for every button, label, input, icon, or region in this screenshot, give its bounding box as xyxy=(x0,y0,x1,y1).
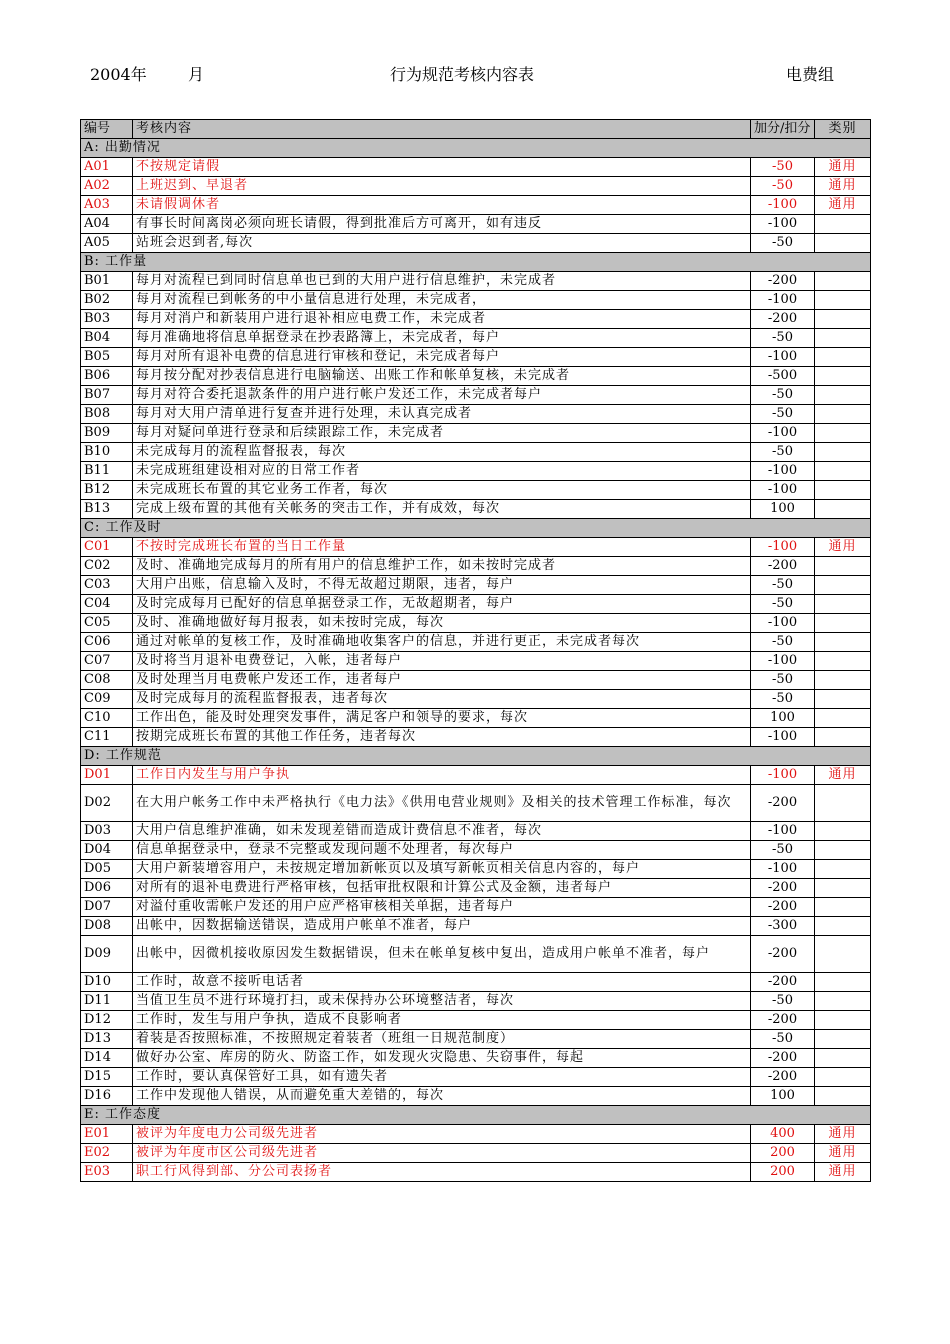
table-row xyxy=(81,973,871,992)
table-row xyxy=(81,234,871,253)
row-score: -50 xyxy=(751,633,815,652)
row-content: 通过对帐单的复核工作，及时准确地收集客户的信息，并进行更正，未完成者每次 xyxy=(133,633,751,652)
row-score: -200 xyxy=(751,272,815,291)
row-content: 按期完成班长布置的其他工作任务，违者每次 xyxy=(133,728,751,747)
row-category xyxy=(815,860,871,879)
table-row xyxy=(81,595,871,614)
row-category: 通用 xyxy=(815,766,871,785)
row-id: D02 xyxy=(81,785,133,822)
row-score: -50 xyxy=(751,386,815,405)
table-row xyxy=(81,785,871,822)
row-category xyxy=(815,462,871,481)
row-id: E01 xyxy=(81,1125,133,1144)
section-row xyxy=(81,1106,871,1125)
row-id: C04 xyxy=(81,595,133,614)
row-score: -200 xyxy=(751,557,815,576)
row-id: B09 xyxy=(81,424,133,443)
row-score: -100 xyxy=(751,822,815,841)
row-id: B04 xyxy=(81,329,133,348)
table-row xyxy=(81,1125,871,1144)
row-content: 上班迟到、早退者 xyxy=(133,177,751,196)
row-content: 站班会迟到者,每次 xyxy=(133,234,751,253)
row-category xyxy=(815,898,871,917)
table-row xyxy=(81,879,871,898)
row-category xyxy=(815,633,871,652)
row-id: C11 xyxy=(81,728,133,747)
table-row xyxy=(81,348,871,367)
row-score: -100 xyxy=(751,481,815,500)
row-id: A04 xyxy=(81,215,133,234)
row-score: -200 xyxy=(751,310,815,329)
table-row xyxy=(81,728,871,747)
table-row xyxy=(81,690,871,709)
row-id: B13 xyxy=(81,500,133,519)
row-score: -100 xyxy=(751,860,815,879)
row-category xyxy=(815,917,871,936)
row-category xyxy=(815,1030,871,1049)
row-id: B12 xyxy=(81,481,133,500)
row-score: -50 xyxy=(751,234,815,253)
row-content: 每月对所有退补电费的信息进行审核和登记，未完成者每户 xyxy=(133,348,751,367)
table-row xyxy=(81,671,871,690)
table-row xyxy=(81,386,871,405)
row-id: C10 xyxy=(81,709,133,728)
row-content: 及时处理当月电费帐户发还工作，违者每户 xyxy=(133,671,751,690)
table-row xyxy=(81,766,871,785)
row-category: 通用 xyxy=(815,1125,871,1144)
row-score: -50 xyxy=(751,329,815,348)
row-category xyxy=(815,992,871,1011)
table-row xyxy=(81,481,871,500)
row-content: 工作出色，能及时处理突发事件，满足客户和领导的要求，每次 xyxy=(133,709,751,728)
row-category xyxy=(815,1011,871,1030)
row-content: 未完成每月的流程监督报表，每次 xyxy=(133,443,751,462)
table-row xyxy=(81,538,871,557)
row-content: 职工行风得到部、分公司表扬者 xyxy=(133,1163,751,1182)
table-header-row xyxy=(81,120,871,139)
row-content: 未完成班长布置的其它业务工作者，每次 xyxy=(133,481,751,500)
table-row xyxy=(81,1011,871,1030)
row-content: 每月对符合委托退款条件的用户进行帐户发还工作，未完成者每户 xyxy=(133,386,751,405)
row-score: -300 xyxy=(751,917,815,936)
table-row xyxy=(81,462,871,481)
row-id: B03 xyxy=(81,310,133,329)
row-id: A05 xyxy=(81,234,133,253)
row-content: 在大用户帐务工作中未严格执行《电力法》《供用电营业规则》及相关的技术管理工作标准，每次 xyxy=(133,785,751,822)
row-category xyxy=(815,728,871,747)
row-id: B07 xyxy=(81,386,133,405)
table-row xyxy=(81,310,871,329)
row-content: 对溢付重收需帐户发还的用户应严格审核相关单据，违者每户 xyxy=(133,898,751,917)
row-content: 信息单据登录中，登录不完整或发现问题不处理者，每次每户 xyxy=(133,841,751,860)
row-id: B01 xyxy=(81,272,133,291)
row-score: 200 xyxy=(751,1144,815,1163)
header-group: 电费组 xyxy=(786,65,835,84)
row-content: 及时、准确地完成每月的所有用户的信息维护工作，如未按时完成者 xyxy=(133,557,751,576)
table-row xyxy=(81,1087,871,1106)
row-content: 每月对流程已到帐务的中小量信息进行处理，未完成者， xyxy=(133,291,751,310)
table-row xyxy=(81,557,871,576)
row-id: C09 xyxy=(81,690,133,709)
row-content: 及时、准确地做好每月报表，如未按时完成，每次 xyxy=(133,614,751,633)
row-category xyxy=(815,576,871,595)
row-category xyxy=(815,1049,871,1068)
table-row xyxy=(81,860,871,879)
row-score: -100 xyxy=(751,348,815,367)
row-id: C08 xyxy=(81,671,133,690)
row-id: D09 xyxy=(81,936,133,973)
row-content: 对所有的退补电费进行严格审核，包括审批权限和计算公式及金额，违者每户 xyxy=(133,879,751,898)
page-title: 行为规范考核内容表 xyxy=(390,65,535,84)
row-category xyxy=(815,215,871,234)
row-content: 每月对消户和新装用户进行退补相应电费工作，未完成者 xyxy=(133,310,751,329)
row-score: -50 xyxy=(751,671,815,690)
row-id: D14 xyxy=(81,1049,133,1068)
row-category: 通用 xyxy=(815,158,871,177)
row-score: -200 xyxy=(751,1068,815,1087)
row-content: 未完成班组建设相对应的日常工作者 xyxy=(133,462,751,481)
row-id: D15 xyxy=(81,1068,133,1087)
row-category xyxy=(815,785,871,822)
row-id: D05 xyxy=(81,860,133,879)
row-category xyxy=(815,329,871,348)
row-content: 完成上级布置的其他有关帐务的突击工作，并有成效，每次 xyxy=(133,500,751,519)
row-id: A02 xyxy=(81,177,133,196)
row-content: 每月按分配对抄表信息进行电脑输送、出账工作和帐单复核，未完成者 xyxy=(133,367,751,386)
row-score: -50 xyxy=(751,595,815,614)
row-id: E03 xyxy=(81,1163,133,1182)
table-row xyxy=(81,652,871,671)
row-score: -50 xyxy=(751,576,815,595)
row-score: -50 xyxy=(751,443,815,462)
row-category xyxy=(815,671,871,690)
row-category xyxy=(815,595,871,614)
row-score: -200 xyxy=(751,936,815,973)
column-header-id: 编号 xyxy=(81,120,133,139)
row-id: B06 xyxy=(81,367,133,386)
row-content: 大用户新装增容用户，未按规定增加新帐页以及填写新帐页相关信息内容的，每户 xyxy=(133,860,751,879)
row-score: -100 xyxy=(751,728,815,747)
row-category xyxy=(815,386,871,405)
row-content: 大用户信息维护准确，如未发现差错而造成计费信息不准者，每次 xyxy=(133,822,751,841)
table-row xyxy=(81,992,871,1011)
row-content: 每月对大用户清单进行复查并进行处理，未认真完成者 xyxy=(133,405,751,424)
table-row xyxy=(81,500,871,519)
table-row xyxy=(81,424,871,443)
table-row xyxy=(81,633,871,652)
row-id: D01 xyxy=(81,766,133,785)
section-row xyxy=(81,139,871,158)
column-header-score: 加分/扣分 xyxy=(751,120,815,139)
row-score: 100 xyxy=(751,709,815,728)
row-score: -100 xyxy=(751,652,815,671)
row-content: 未请假调休者 xyxy=(133,196,751,215)
row-content: 及时完成每月的流程监督报表，违者每次 xyxy=(133,690,751,709)
table-row xyxy=(81,291,871,310)
row-id: D07 xyxy=(81,898,133,917)
row-score: -100 xyxy=(751,538,815,557)
row-score: -200 xyxy=(751,1011,815,1030)
row-content: 工作时，故意不接听电话者 xyxy=(133,973,751,992)
row-content: 及时将当月退补电费登记，入帐，违者每户 xyxy=(133,652,751,671)
row-score: -50 xyxy=(751,405,815,424)
row-category: 通用 xyxy=(815,177,871,196)
table-row xyxy=(81,177,871,196)
table-body xyxy=(81,139,871,1182)
table-row xyxy=(81,1049,871,1068)
row-id: C05 xyxy=(81,614,133,633)
table-row xyxy=(81,158,871,177)
row-score: -50 xyxy=(751,992,815,1011)
row-content: 每月准确地将信息单据登录在抄表路簿上，未完成者，每户 xyxy=(133,329,751,348)
row-score: -100 xyxy=(751,424,815,443)
table-row xyxy=(81,272,871,291)
table-row xyxy=(81,841,871,860)
table-row xyxy=(81,329,871,348)
row-score: -200 xyxy=(751,785,815,822)
row-content: 出帐中，因数据输送错误，造成用户帐单不准者，每户 xyxy=(133,917,751,936)
section-row xyxy=(81,519,871,538)
section-row xyxy=(81,747,871,766)
table-row xyxy=(81,443,871,462)
row-content: 工作日内发生与用户争执 xyxy=(133,766,751,785)
row-category xyxy=(815,1068,871,1087)
row-category xyxy=(815,1087,871,1106)
row-id: E02 xyxy=(81,1144,133,1163)
row-content: 被评为年度市区公司级先进者 xyxy=(133,1144,751,1163)
table-row xyxy=(81,1068,871,1087)
row-category xyxy=(815,234,871,253)
row-score: -50 xyxy=(751,690,815,709)
row-id: D08 xyxy=(81,917,133,936)
row-category xyxy=(815,500,871,519)
section-title: D: 工作规范 xyxy=(81,747,871,766)
table-row xyxy=(81,405,871,424)
table-row xyxy=(81,1030,871,1049)
row-id: C07 xyxy=(81,652,133,671)
row-content: 工作时，要认真保管好工具，如有遗失者 xyxy=(133,1068,751,1087)
row-content: 工作中发现他人错误，从而避免重大差错的，每次 xyxy=(133,1087,751,1106)
column-header-category: 类别 xyxy=(815,120,871,139)
row-id: C03 xyxy=(81,576,133,595)
row-score: -100 xyxy=(751,215,815,234)
row-category xyxy=(815,481,871,500)
row-id: A01 xyxy=(81,158,133,177)
row-content: 做好办公室、库房的防火、防盗工作，如发现火灾隐患、失窃事件，每起 xyxy=(133,1049,751,1068)
row-score: -200 xyxy=(751,1049,815,1068)
row-category xyxy=(815,443,871,462)
row-category xyxy=(815,348,871,367)
row-category xyxy=(815,557,871,576)
table-row xyxy=(81,367,871,386)
table-row xyxy=(81,936,871,973)
row-score: -100 xyxy=(751,614,815,633)
header-month: 月 xyxy=(188,65,205,84)
row-content: 工作时，发生与用户争执，造成不良影响者 xyxy=(133,1011,751,1030)
row-id: C06 xyxy=(81,633,133,652)
row-category: 通用 xyxy=(815,1163,871,1182)
section-title: B: 工作量 xyxy=(81,253,871,272)
row-content: 及时完成每月已配好的信息单据登录工作，无故超期者，每户 xyxy=(133,595,751,614)
row-score: -50 xyxy=(751,1030,815,1049)
row-id: A03 xyxy=(81,196,133,215)
row-id: D12 xyxy=(81,1011,133,1030)
row-category xyxy=(815,879,871,898)
row-score: -200 xyxy=(751,973,815,992)
column-header-content: 考核内容 xyxy=(133,120,751,139)
row-score: 100 xyxy=(751,1087,815,1106)
header-year: 2004年 xyxy=(90,65,147,84)
row-id: B02 xyxy=(81,291,133,310)
row-content: 着装是否按照标准，不按照规定着装者（班组一日规范制度） xyxy=(133,1030,751,1049)
row-content: 不按规定请假 xyxy=(133,158,751,177)
section-title: E: 工作态度 xyxy=(81,1106,871,1125)
row-category xyxy=(815,822,871,841)
row-id: B10 xyxy=(81,443,133,462)
table-row xyxy=(81,576,871,595)
row-id: D04 xyxy=(81,841,133,860)
row-content: 大用户出账，信息输入及时，不得无故超过期限，违者，每户 xyxy=(133,576,751,595)
row-category xyxy=(815,272,871,291)
row-category xyxy=(815,424,871,443)
table-row xyxy=(81,822,871,841)
row-category: 通用 xyxy=(815,538,871,557)
row-score: 100 xyxy=(751,500,815,519)
table-row xyxy=(81,898,871,917)
row-score: 200 xyxy=(751,1163,815,1182)
row-category xyxy=(815,690,871,709)
row-score: -50 xyxy=(751,841,815,860)
table-row xyxy=(81,917,871,936)
table-row xyxy=(81,709,871,728)
row-score: 400 xyxy=(751,1125,815,1144)
table-row xyxy=(81,215,871,234)
row-category xyxy=(815,652,871,671)
row-id: C02 xyxy=(81,557,133,576)
table-row xyxy=(81,1163,871,1182)
row-category: 通用 xyxy=(815,196,871,215)
section-title: C: 工作及时 xyxy=(81,519,871,538)
row-id: D11 xyxy=(81,992,133,1011)
row-id: D10 xyxy=(81,973,133,992)
row-score: -100 xyxy=(751,766,815,785)
row-score: -50 xyxy=(751,177,815,196)
row-score: -100 xyxy=(751,462,815,481)
row-id: B11 xyxy=(81,462,133,481)
assessment-table xyxy=(80,119,871,1182)
row-score: -200 xyxy=(751,898,815,917)
row-id: D06 xyxy=(81,879,133,898)
row-category xyxy=(815,936,871,973)
row-category xyxy=(815,614,871,633)
row-content: 不按时完成班长布置的当日工作量 xyxy=(133,538,751,557)
row-content: 当值卫生员不进行环境打扫，或未保持办公环境整洁者，每次 xyxy=(133,992,751,1011)
row-category xyxy=(815,841,871,860)
table-row xyxy=(81,1144,871,1163)
row-category xyxy=(815,405,871,424)
row-score: -100 xyxy=(751,196,815,215)
row-id: C01 xyxy=(81,538,133,557)
row-score: -500 xyxy=(751,367,815,386)
row-score: -100 xyxy=(751,291,815,310)
row-category: 通用 xyxy=(815,1144,871,1163)
row-category xyxy=(815,973,871,992)
row-score: -200 xyxy=(751,879,815,898)
row-content: 每月对流程已到同时信息单也已到的大用户进行信息维护，未完成者 xyxy=(133,272,751,291)
section-row xyxy=(81,253,871,272)
row-content: 每月对疑问单进行登录和后续跟踪工作，未完成者 xyxy=(133,424,751,443)
row-id: D16 xyxy=(81,1087,133,1106)
row-content: 有事长时间离岗必须向班长请假，得到批准后方可离开，如有违反 xyxy=(133,215,751,234)
section-title: A: 出勤情况 xyxy=(81,139,871,158)
row-id: B08 xyxy=(81,405,133,424)
row-category xyxy=(815,709,871,728)
row-category xyxy=(815,367,871,386)
table-row xyxy=(81,614,871,633)
row-category xyxy=(815,291,871,310)
row-category xyxy=(815,310,871,329)
row-id: B05 xyxy=(81,348,133,367)
row-id: D03 xyxy=(81,822,133,841)
row-score: -50 xyxy=(751,158,815,177)
row-id: D13 xyxy=(81,1030,133,1049)
row-content: 被评为年度电力公司级先进者 xyxy=(133,1125,751,1144)
row-content: 出帐中，因微机接收原因发生数据错误，但未在帐单复核中复出，造成用户帐单不准者，每户 xyxy=(133,936,751,973)
table-row xyxy=(81,196,871,215)
